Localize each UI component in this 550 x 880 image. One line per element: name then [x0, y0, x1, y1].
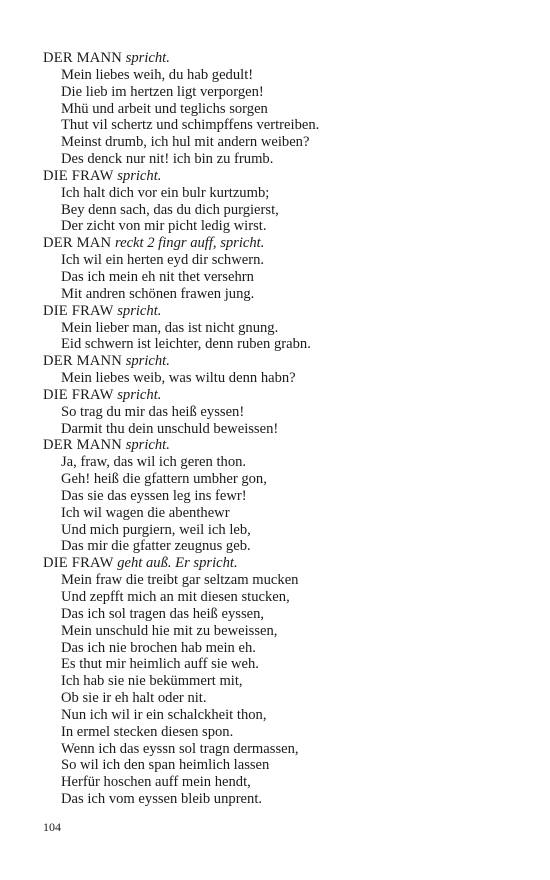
speaker-name: DER MAN	[43, 235, 112, 252]
verse-line: Eid schwern ist leichter, denn ruben grabn.	[61, 336, 311, 353]
speaker-name: DER MANN	[43, 50, 123, 66]
verse-line: Darmit thu dein unschuld beweissen!	[61, 420, 279, 437]
verse-line: Herfür hoschen auff mein hendt,	[61, 774, 251, 791]
speaker-line	[43, 235, 513, 252]
verse-line: Meinst drumb, ich hul mit andern weiben?	[61, 134, 310, 151]
verse-line: So trag du mir das heiß eyssen!	[61, 403, 245, 420]
stage-direction: spricht.	[117, 167, 162, 184]
verse-line: Ja, fraw, das wil ich geren thon.	[61, 454, 247, 471]
verse-line: Mein unschuld hie mit zu beweissen,	[61, 622, 278, 639]
verse-line: Mit andren schönen frawen jung.	[61, 285, 255, 302]
speaker-name: DER MANN	[43, 353, 123, 370]
verse-line: Mein liebes weih, du hab gedult!	[61, 66, 254, 83]
stage-direction: spricht.	[117, 386, 162, 403]
verse-line: So wil ich den span heimlich lassen	[61, 757, 270, 774]
speaker-line	[43, 437, 513, 454]
verse-line: Mein fraw die treibt gar seltzam mucken	[61, 572, 299, 589]
verse-line: Das ich nie brochen hab mein eh.	[61, 639, 256, 656]
verse-line: Ich wil wagen die abenthewr	[61, 504, 230, 521]
verse-line: Das ich sol tragen das heiß eyssen,	[61, 605, 265, 622]
speaker-name: DIE FRAW	[43, 302, 114, 319]
page-number: 104	[43, 820, 61, 834]
stage-direction: geht auß. Er spricht.	[117, 555, 238, 572]
stage-direction: spricht.	[117, 302, 162, 319]
verse-line: Ob sie ir eh halt oder nit.	[61, 690, 207, 707]
verse-line: Mhü und arbeit und teglichs sorgen	[61, 100, 268, 117]
speaker-line	[43, 387, 513, 404]
play-text	[43, 50, 513, 808]
verse-line: Ich halt dich vor ein bulr kurtzumb;	[61, 184, 270, 201]
verse-line: Das sie das eyssen leg ins fewr!	[61, 487, 247, 504]
verse-line: Wenn ich das eyssn sol tragn dermassen,	[61, 740, 299, 757]
verse-line: Mein liebes weib, was wiltu denn habn?	[61, 370, 296, 387]
verse-line: Bey denn sach, das du dich purgierst,	[61, 201, 279, 218]
verse-line: Das ich vom eyssen bleib unprent.	[61, 791, 263, 808]
verse-line: Geh! heiß die gfattern umbher gon,	[61, 471, 267, 488]
verse-line: Mein lieber man, das ist nicht gnung.	[61, 319, 279, 336]
stage-direction: spricht.	[125, 437, 170, 454]
stage-direction: spricht.	[125, 50, 170, 66]
verse-line: Die lieb im hertzen ligt verporgen!	[61, 83, 264, 100]
verse-line: Thut vil schertz und schimpffens vertreiben.	[61, 117, 320, 134]
verse-line: Der zicht von mir picht ledig wirst.	[61, 218, 267, 235]
verse-line: Und zepfft mich an mit diesen stucken,	[61, 589, 290, 605]
speaker-name: DIE FRAW	[43, 167, 114, 184]
speaker-line	[43, 353, 513, 370]
speaker-name: DIE FRAW	[43, 386, 114, 403]
stage-direction: spricht.	[125, 353, 170, 370]
verse-line: Das ich mein eh nit thet versehrn	[61, 268, 254, 285]
verse-line: Und mich purgiern, weil ich leb,	[61, 521, 251, 538]
speaker-line	[43, 168, 513, 185]
speaker-line	[43, 555, 513, 572]
verse-line: Des denck nur nit! ich bin zu frumb.	[61, 151, 274, 168]
verse-line: In ermel stecken diesen spon.	[61, 723, 234, 740]
speaker-line	[43, 303, 513, 320]
verse-line: Das mir die gfatter zeugnus geb.	[61, 538, 251, 555]
speaker-name: DIE FRAW	[43, 555, 114, 572]
speaker-name: DER MANN	[43, 437, 123, 454]
verse-line: Ich wil ein herten eyd dir schwern.	[61, 252, 265, 269]
speaker-line	[43, 50, 513, 67]
stage-direction: reckt 2 fingr auff, spricht.	[114, 235, 265, 252]
verse-line: Nun ich wil ir ein schalckheit thon,	[61, 706, 267, 723]
verse-line: Ich hab sie nie bekümmert mit,	[61, 673, 243, 690]
verse-line: Es thut mir heimlich auff sie weh.	[61, 656, 259, 673]
